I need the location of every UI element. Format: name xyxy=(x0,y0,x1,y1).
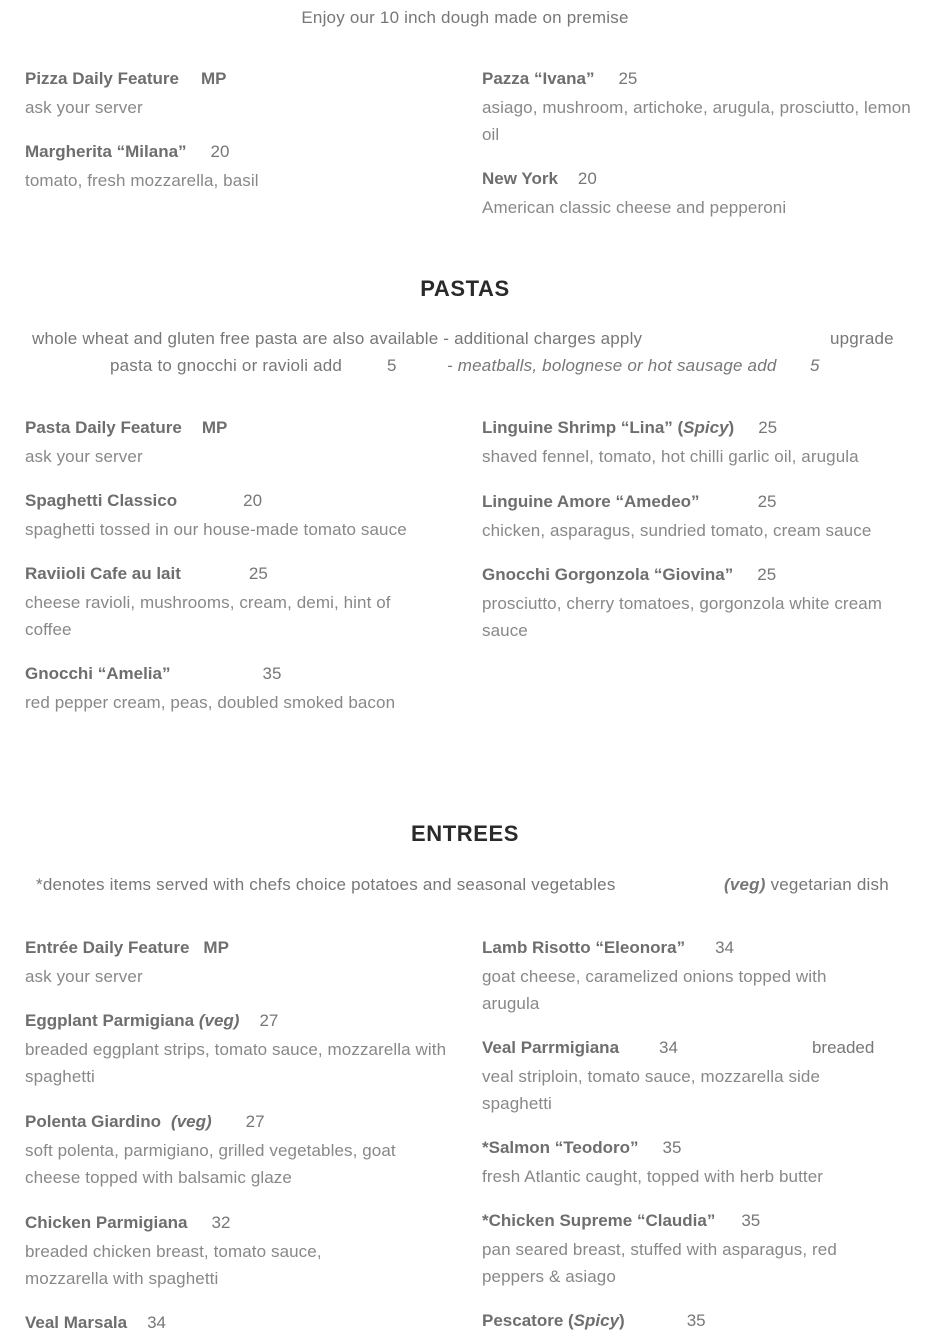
menu-item-entree-daily-feature xyxy=(25,938,455,990)
item-name: Linguine Shrimp “Lina” (Spicy) 25 xyxy=(482,418,778,437)
item-price: 34 xyxy=(715,938,734,957)
item-name: Pasta Daily Feature MP xyxy=(25,418,228,437)
menu-item-pescatore xyxy=(482,1311,912,1331)
item-price: 20 xyxy=(577,169,597,188)
item-description: ask your server xyxy=(25,967,143,986)
pasta-note-gnocchi-price: 5 xyxy=(387,356,397,375)
item-name: Entrée Daily Feature MP xyxy=(25,938,229,957)
section-title-entrees: ENTREES xyxy=(410,821,520,846)
item-price: 34 xyxy=(147,1313,166,1332)
menu-item-veal-marsala xyxy=(25,1313,455,1333)
section-title-pastas: PASTAS xyxy=(420,276,510,301)
menu-item-lamb-risotto-eleonora xyxy=(482,938,862,1017)
item-name: *Chicken Supreme “Claudia” 35 xyxy=(482,1211,761,1230)
item-price: 25 xyxy=(757,492,777,511)
pasta-note-gnocchi: pasta to gnocchi or ravioli add xyxy=(110,356,343,375)
entree-note-sides: *denotes items served with chefs choice potatoes and seasonal vegetables xyxy=(36,875,616,894)
menu-item-pazza-ivana xyxy=(482,69,912,148)
item-price: 35 xyxy=(262,664,282,683)
item-description: asiago, mushroom, artichoke, arugula, prosciutto, lemon oil xyxy=(482,98,911,144)
menu-item-pizza-daily-feature xyxy=(25,69,455,121)
item-name: Margherita “Milana” 20 xyxy=(25,142,230,161)
item-price: 35 xyxy=(741,1211,761,1230)
item-description: soft polenta, parmigiano, grilled vegetables, goat cheese topped with balsamic glaze xyxy=(25,1141,396,1187)
menu-item-linguine-shrimp-lina xyxy=(482,418,922,470)
item-price: 20 xyxy=(243,491,263,510)
item-name: Raviioli Cafe au lait 25 xyxy=(25,564,268,583)
item-price: 27 xyxy=(259,1011,279,1030)
menu-item-ravioli-cafe-au-lait xyxy=(25,564,435,643)
pizza-intro: Enjoy our 10 inch dough made on premise xyxy=(301,8,629,27)
menu-item-pasta-daily-feature xyxy=(25,418,455,470)
item-name: Eggplant Parmigiana (veg) 27 xyxy=(25,1011,279,1030)
item-name: Gnocchi Gorgonzola “Giovina” 25 xyxy=(482,565,777,584)
item-description: fresh Atlantic caught, topped with herb butter xyxy=(482,1167,824,1186)
item-price: 25 xyxy=(618,69,638,88)
item-description: goat cheese, caramelized onions topped with arugula xyxy=(482,967,827,1013)
menu-item-linguine-amore-amedeo xyxy=(482,492,922,544)
item-name: Polenta Giardino (veg) 27 xyxy=(25,1112,265,1131)
item-name: Veal Parrmigiana 34 breaded xyxy=(482,1038,875,1057)
item-name: Linguine Amore “Amedeo” 25 xyxy=(482,492,777,511)
item-price: MP xyxy=(203,938,229,957)
item-name: Pizza Daily Feature MP xyxy=(25,69,227,88)
item-description: breaded eggplant strips, tomato sauce, mozzarella with spaghetti xyxy=(25,1040,447,1086)
item-price: 27 xyxy=(245,1112,265,1131)
item-description: prosciutto, cherry tomatoes, gorgonzola white cream sauce xyxy=(482,594,883,640)
item-description: shaved fennel, tomato, hot chilli garlic oil, arugula xyxy=(482,447,859,466)
item-price: 35 xyxy=(686,1311,706,1330)
item-description: chicken, asparagus, sundried tomato, cream sauce xyxy=(482,521,872,540)
menu-item-margherita-milana xyxy=(25,142,455,194)
item-description: veal striploin, tomato sauce, mozzarella side spaghetti xyxy=(482,1067,821,1113)
item-description: ask your server xyxy=(25,447,143,466)
item-description: tomato, fresh mozzarella, basil xyxy=(25,171,259,190)
item-price: 25 xyxy=(757,565,777,584)
menu-item-eggplant-parmigiana xyxy=(25,1011,465,1090)
item-description: American classic cheese and pepperoni xyxy=(482,198,787,217)
item-name: Chicken Parmigiana 32 xyxy=(25,1213,231,1232)
item-description: spaghetti tossed in our house-made tomato sauce xyxy=(25,520,407,539)
item-name: Lamb Risotto “Eleonora” 34 xyxy=(482,938,734,957)
pasta-note-meatballs-price: 5 xyxy=(810,356,820,375)
item-name: Spaghetti Classico 20 xyxy=(25,491,263,510)
pasta-note-meatballs: - meatballs, bolognese or hot sausage add xyxy=(447,356,777,375)
item-price: 20 xyxy=(210,142,230,161)
menu-item-chicken-supreme-claudia xyxy=(482,1211,872,1290)
menu-item-veal-parmigiana xyxy=(482,1038,902,1117)
menu-item-new-york xyxy=(482,169,912,221)
item-description: pan seared breast, stuffed with asparagus, red peppers & asiago xyxy=(482,1240,837,1286)
menu-item-gnocchi-gorgonzola-giovina xyxy=(482,565,922,644)
item-price: MP xyxy=(201,418,228,437)
item-price: 32 xyxy=(211,1213,231,1232)
item-price: MP xyxy=(201,69,227,88)
menu-item-spaghetti-classico xyxy=(25,491,465,543)
menu-item-chicken-parmigiana xyxy=(25,1213,355,1292)
item-name: *Salmon “Teodoro” 35 xyxy=(482,1138,682,1157)
item-name: Pescatore (Spicy) 35 xyxy=(482,1311,706,1330)
pasta-note-alternatives: whole wheat and gluten free pasta are also available - additional charges apply xyxy=(32,329,643,348)
item-description: ask your server xyxy=(25,98,143,117)
item-name: Veal Marsala 34 xyxy=(25,1313,166,1332)
menu-item-gnocchi-amelia xyxy=(25,664,455,716)
item-name: Gnocchi “Amelia” 35 xyxy=(25,664,282,683)
veg-tag: (veg) xyxy=(724,875,766,894)
menu-item-polenta-giardino xyxy=(25,1112,455,1191)
item-description: cheese ravioli, mushrooms, cream, demi, hint of coffee xyxy=(25,593,391,639)
item-description-start: breaded xyxy=(811,1038,875,1057)
item-price: 25 xyxy=(758,418,778,437)
pasta-note-upgrade: upgrade xyxy=(830,329,894,348)
item-description: breaded chicken breast, tomato sauce, mozzarella with spaghetti xyxy=(25,1242,322,1288)
veg-tag: (veg) xyxy=(198,1011,240,1030)
item-price: 25 xyxy=(248,564,268,583)
menu-item-salmon-teodoro xyxy=(482,1138,912,1190)
item-name: New York 20 xyxy=(482,169,597,188)
item-name: Pazza “Ivana” 25 xyxy=(482,69,638,88)
item-price: 34 xyxy=(659,1038,678,1057)
item-price: 35 xyxy=(662,1138,682,1157)
item-description: red pepper cream, peas, doubled smoked bacon xyxy=(25,693,396,712)
veg-tag: (veg) xyxy=(171,1112,212,1131)
spicy-tag: Spicy xyxy=(573,1311,620,1330)
entree-note-legend: (veg) vegetarian dish xyxy=(724,875,889,894)
spicy-tag: Spicy xyxy=(683,418,729,437)
